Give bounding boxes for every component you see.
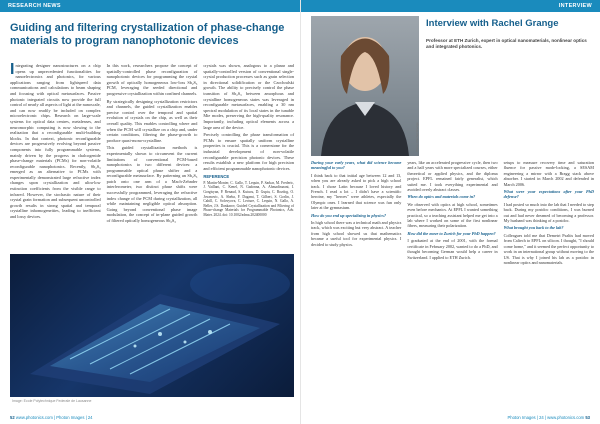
footer-text: www.photonics.com | Photon Images | 24 bbox=[15, 415, 93, 420]
question: What brought you back to the lab? bbox=[503, 225, 564, 231]
answer: Colleagues told me that Demetri Psaltis had moved from Caltech to EPFL on silicon. I thought, "I should come home," and it seemed the perfect opportunity to work in an international group without moving to the US. That is why I joined his lab as a postdoc in nonlinear optics and nanomaterials. bbox=[503, 232, 594, 265]
portrait-photo bbox=[311, 16, 419, 156]
answer: years, like an accelerated progressive cycle, then two and a half years with more specialized courses, either theoretical or applied physics, and the diploma project. EPFL remained fairly generalist, which suited me. I took everything experimental and avoided overly abstract classes. bbox=[407, 160, 498, 193]
interview-column-3 bbox=[504, 160, 594, 267]
portrait-credit: Photo: Rachel Grange bbox=[415, 122, 419, 152]
interview-title: Interview with Rachel Grange bbox=[426, 18, 559, 29]
interview-column-2 bbox=[407, 160, 497, 267]
question: What were your expectations after your PhD defense? bbox=[503, 189, 594, 200]
footer-text: Photon Images | 24 | www.photonics.com bbox=[507, 415, 585, 420]
answer: I had posted so much into the lab that I needed to step back. During my postdoc conditions, I was burned out and had never dreamed of becoming a professor. My husband was thinking of a postdoc. bbox=[503, 201, 594, 224]
paragraph: By strategically designing crystallization restrictors and channels, the guided crystallization enables precise control over the temporal and spatial evolution of crystals on the chip, as well as their overall quality. This enables controlling where and when the PCM will crystallize on a chip and, under certain conditions, filtering the phase-growth to produce quasi-mono-crystalline. bbox=[106, 98, 198, 143]
paragraph: crystals was shown, analogous to a planar and spatially-controlled version of conventional single-crystal production processes such as grain selection in directional solidification or the Czochralski growth. The ability to precisely control the phase transition of Sb₂S₃ between amorphous and crystalline homogeneous states was leveraged in reconfigurable metasurfaces, enabling a 30 nm spectral modulation of its local states in the tunable Mie modes, preserving the high-quality resonance. Importantly, including optical elements across a large area of the device. bbox=[203, 63, 295, 130]
section-bar bbox=[301, 0, 600, 12]
chip-illustration bbox=[10, 254, 294, 397]
paragraph: This guided crystallization methods is experimentally shown to circumvent the current limitations of conventional PCM-based nanophotonics to two different devices: a programmable optical phase shifter and a reconfigurable metasurface. By patterning an Sb₂S₃ patch onto one arm of a Mach-Zehnder interferometer, two distinct phase shifts were successfully programmed, leveraging the refractive index change of the PCM during crystallization, all while maintaining negligible optical absorption. Going beyond conventional phase image modulation, the concept of in-plane guided growth of filtered optically homogeneous Sb₂S₃ bbox=[106, 145, 198, 224]
section-label: INTERVIEW bbox=[551, 3, 600, 9]
page-footer bbox=[10, 415, 93, 420]
article-column-3 bbox=[203, 63, 294, 226]
person-silhouette bbox=[311, 16, 419, 156]
reference-heading: REFERENCE bbox=[203, 174, 230, 180]
question: During your early years, what did science become meaningful to you? bbox=[311, 160, 402, 171]
article-title: Guiding and filtering crystallization of phase-change materials to program nanophotonic devices bbox=[10, 22, 285, 47]
drop-cap: I bbox=[10, 61, 15, 78]
paragraph: Precisely controlling the phase transformation of PCMs to ensure spatially uniform crystalline properties is crucial. This is a cornerstone for the industrial development of non-volatile reconfigurable precision photonic devices. These results establish a new platform for high precision and efficient programmable nanophotonic devices. bbox=[203, 132, 295, 171]
paragraph: In this work, researchers propose the concept of spatially-controlled phase reconfiguration of nanophotonic devices for programming the crystal growth of optically homogeneous low-loss Sb₂S₃ PCM, leveraging the seeded directional and progressive crystallization within confined channels. bbox=[106, 63, 198, 96]
article-column-1 bbox=[10, 63, 101, 226]
answer: I think back to that initial age between 12 and 13, when you are already asked to pick a high school track. I chose Latin because I loved history and French. I read a lot – I didn't have a scientific heroine, my "heroes" were athletes, especially the Olympic ones. I learned that science was fun only later at the gymnasium. bbox=[311, 172, 402, 211]
paragraph: Integrating designer nanostructures on a chip opens up unprecedented functionalities for nanoelectronics and photonics, for various applications ranging from lightspeed data communications and calculations to beam shaping and focusing with optical metasurfaces. Passive photonic integrated circuits now provide the full control of nearly all aspects of light at the nanoscale, and can now readily be included on complex microelectronic chips. Research on large-scale systems for optical data centres, metalenses, and neuromorphic computing is now slowing to the realization that a reconfigurable multi-building blocks. In that context, photonic reconfigurable devices are progressively evolving beyond passive components into fully programmable systems, mainly driven by the progress in chalcogenide phase-change materials (PCMs) for non-volatile reconfigurable nanophotonics. Recently, Sb₂S₃ emerged as an alternative to PCMs with experimentally demonstrated large refractive index changes upon crystallization and ultra-low extinction coefficients from the visible range to infrared. However, the stochastic nature of their crystal grain formation and subsequent uncontrolled growth results in strong spatial and temporal crystalline inhomogeneities, leading to inefficient and lossy devices. bbox=[10, 61, 101, 220]
answer: In high school there was a technical math and physics track, which was exciting but very abstract. A teacher from high school showed us that mathematics became a useful tool for experimental physics. I decided to study physics. bbox=[311, 220, 402, 247]
article-body bbox=[10, 63, 294, 226]
interview-column-1 bbox=[311, 160, 401, 267]
article-column-2 bbox=[107, 63, 198, 226]
section-label: RESEARCH NEWS bbox=[8, 3, 61, 9]
interview-body bbox=[311, 160, 594, 267]
interview-subtitle: Professor at ETH Zurich, expert in optical nanomaterials, nonlinear optics and integrated photonics. bbox=[426, 38, 587, 49]
question: How do you end up specializing in physics? bbox=[311, 212, 387, 218]
answer: We observed with optics at high school, sometimes even before mechanics. At EPFL I wanted something practical, so a teaching assistant helped me get into a lab where I worked on some of the first nonlinear fibers, measuring their polarization. bbox=[407, 201, 498, 229]
question: How did the move to Zurich for your PhD happen? bbox=[407, 230, 496, 236]
page-number: 53 bbox=[585, 415, 590, 420]
page-number: 52 bbox=[10, 415, 15, 420]
right-page bbox=[300, 0, 600, 424]
answer: setups to measure recovery time and saturation fluence for passive mode-locking, a SESAM engineering a mirror with a Bragg stack above absorber. I started in March 2002 and defended in March 2006. bbox=[503, 160, 594, 187]
article-figure bbox=[10, 254, 294, 397]
answer: I graduated at the end of 2001, with the formal certificate in February 2002, wanted to do a PhD, and thought becoming German would help a career in Switzerland. I applied to ETH Zurich. bbox=[407, 238, 498, 260]
page-footer bbox=[507, 415, 590, 420]
figure-credit: Image: Ecole Polytechnique Federale de Lausanne bbox=[12, 399, 92, 403]
section-bar bbox=[0, 0, 300, 12]
reference-block bbox=[203, 175, 294, 217]
reference-text: P. Martin-Monier, C. Gallo, T. Lequin, P. Sarkar, M. Frederic, J. Vaillant, C. Kenel, N. Gadonna, A. Ahmadirazani, I. Gorgisyan, P. Renaud, S. Kutucu, D. Gupta, C. Bozdog, O. Jovanovic, A. Sheba, F. Dagami, T. Gilbert, S. Gorlin, J. Cahill, C. Solovyova, C. Lecture, C. Lequin, N. Gallo, A. Beller, J.S. Dankarov, Guided Crystallization and Filtering of Phase-change Materials for Programmable Photonics, Adv. Mater. 2024. doi: 10.1002/adma.202400000 bbox=[203, 180, 295, 218]
question: When do optics and materials come in? bbox=[407, 194, 476, 200]
